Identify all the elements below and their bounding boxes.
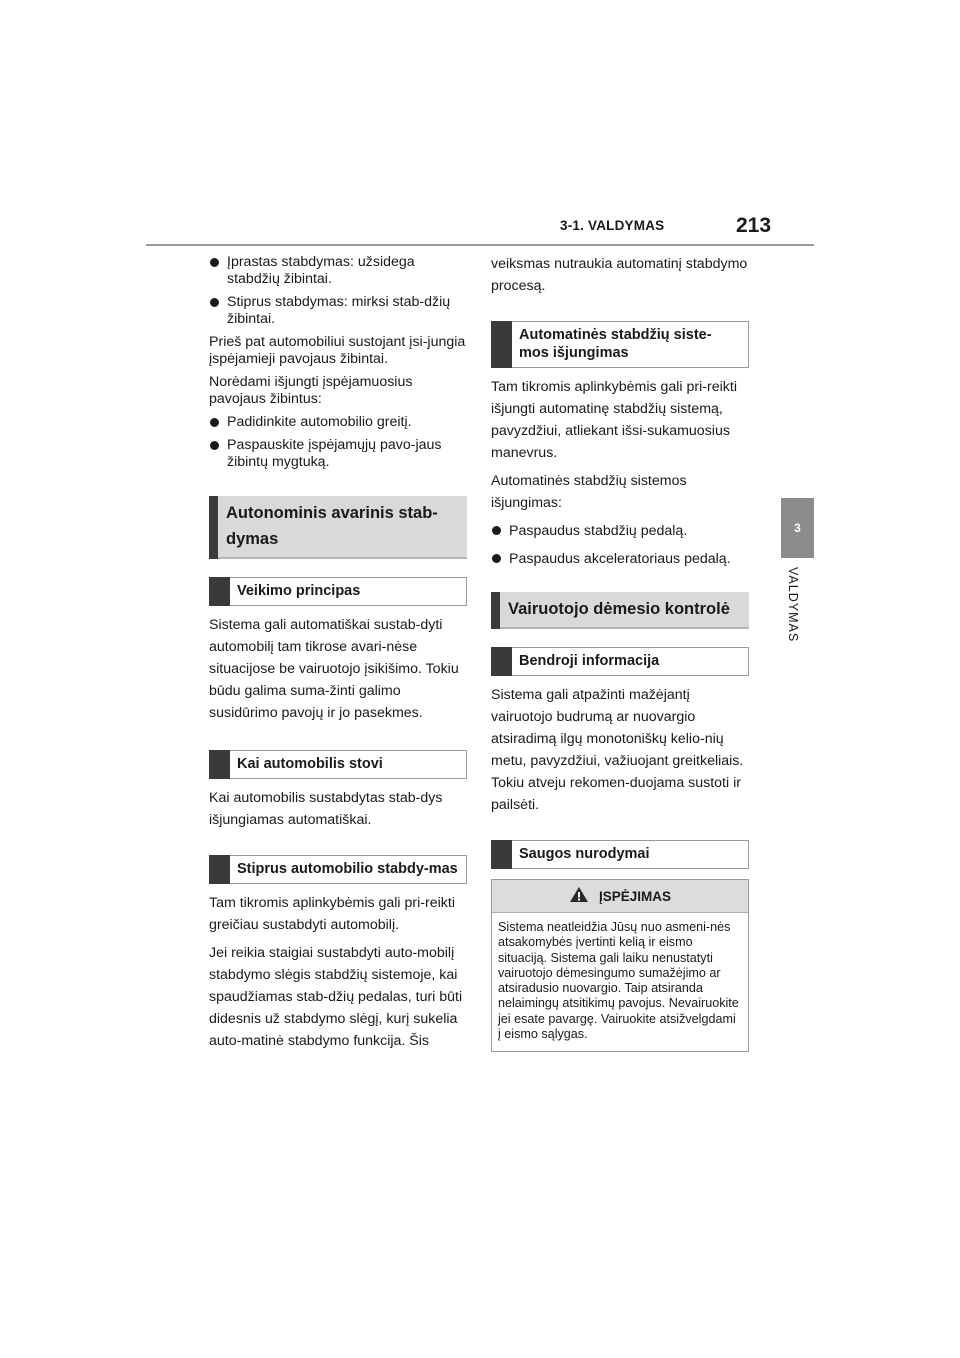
right-column — [491, 253, 749, 1052]
section-title: 3-1. VALDYMAS — [560, 218, 665, 233]
section-heading-driver-attention: Vairuotojo dėmesio kontrolė — [491, 592, 749, 629]
list-item: Paspaudus stabdžių pedalą. — [491, 520, 749, 542]
chapter-tab-number: 3 — [781, 498, 814, 558]
paragraph: veiksmas nutraukia automatinį stabdymo procesą. — [491, 256, 748, 294]
subheading-vehicle-stopped: Kai automobilis stovi — [209, 750, 467, 779]
left-column — [209, 254, 467, 1058]
warning-triangle-icon — [569, 886, 589, 906]
warning-header — [492, 880, 748, 913]
warning-box — [491, 879, 749, 1052]
paragraph: Automatinės stabdžių sistemos išjungimas: — [491, 473, 687, 511]
header-rule — [146, 244, 814, 246]
subheading-general-info: Bendroji informacija — [491, 647, 749, 676]
subheading-safety-notes: Saugos nurodymai — [491, 840, 749, 869]
warning-text: Sistema neatleidžia Jūsų nuo asmeni-nės atsakomybės įvertinti kelią ir eismo situaciją. Sistema gali laiku nenustatyti vairuotojo dėmesingumo sumažėjimo ar atsiradusio nuovargio. Taip atsiranda nelaimingų atsitikimų pavojus. Nevairuokite jei esate pavargę. Vairuokite atsižvelgdami į eismo sąlygas. — [498, 920, 739, 1042]
list-item: Paspaudus akceleratoriaus pedalą. — [491, 548, 749, 570]
chapter-tab-label: VALDYMAS — [786, 567, 800, 643]
paragraph: Sistema gali automatiškai sustab-dyti automobilį tam tikrose avari-nėse situacijose be vairuotojo įsikišimo. Tokiu būdu galima suma-žinti galimo susidūrimo pavojų ir jo pasekmes. — [209, 617, 459, 721]
paragraph: Tam tikromis aplinkybėmis gali pri-reikti išjungti automatinę stabdžių sistemą, pavyzdžiui, atliekant išsi-sukamuosius manevrus. — [491, 379, 737, 461]
list-item: Įprastas stabdymas: užsidega stabdžių žibintai. — [209, 254, 467, 288]
list-item: Paspauskite įspėjamųjų pavo-jaus žibintų mygtuką. — [209, 437, 467, 471]
page-number: 213 — [736, 214, 772, 237]
warning-title: ĮSPĖJIMAS — [598, 888, 672, 904]
subheading-operating-principle: Veikimo principas — [209, 577, 467, 606]
paragraph: Jei reikia staigiai sustabdyti auto-mobilį stabdymo slėgis stabdžių sistemoje, kai spaudžiamas stab-džių pedalas, turi būti didesnis už stabdymo slėgį, kurį sukelia auto-matinė stabdymo funkcija. Šis — [209, 945, 463, 1049]
paragraph: Tam tikromis aplinkybėmis gali pri-reikti greičiau sustabdyti automobilį. — [209, 895, 455, 933]
paragraph: Sistema gali atpažinti mažėjantį vairuotojo budrumą ar nuovargio atsiradimą ilgų monotoniškų kelio-nių metu, pavyzdžiui, važiuojant greitkeliais. Tokiu atveju rekomen-duojama sustoti ir pailsėti. — [491, 687, 744, 813]
paragraph: Norėdami išjungti įspėjamuosius pavojaus žibintus: — [209, 374, 413, 407]
paragraph: Kai automobilis sustabdytas stab-dys išjungiamas automatiškai. — [209, 790, 443, 828]
section-heading-autonomous-braking: Autonominis avarinis stab-dymas — [209, 496, 467, 559]
list-item: Padidinkite automobilio greitį. — [209, 414, 467, 431]
subheading-auto-brake-disable: Automatinės stabdžių siste-mos išjungimas — [491, 321, 749, 368]
subheading-strong-braking: Stiprus automobilio stabdy-mas — [209, 855, 467, 884]
paragraph: Prieš pat automobiliui sustojant įsi-jungia įspėjamieji pavojaus žibintai. — [209, 334, 466, 367]
list-item: Stiprus stabdymas: mirksi stab-džių žibintai. — [209, 294, 467, 328]
